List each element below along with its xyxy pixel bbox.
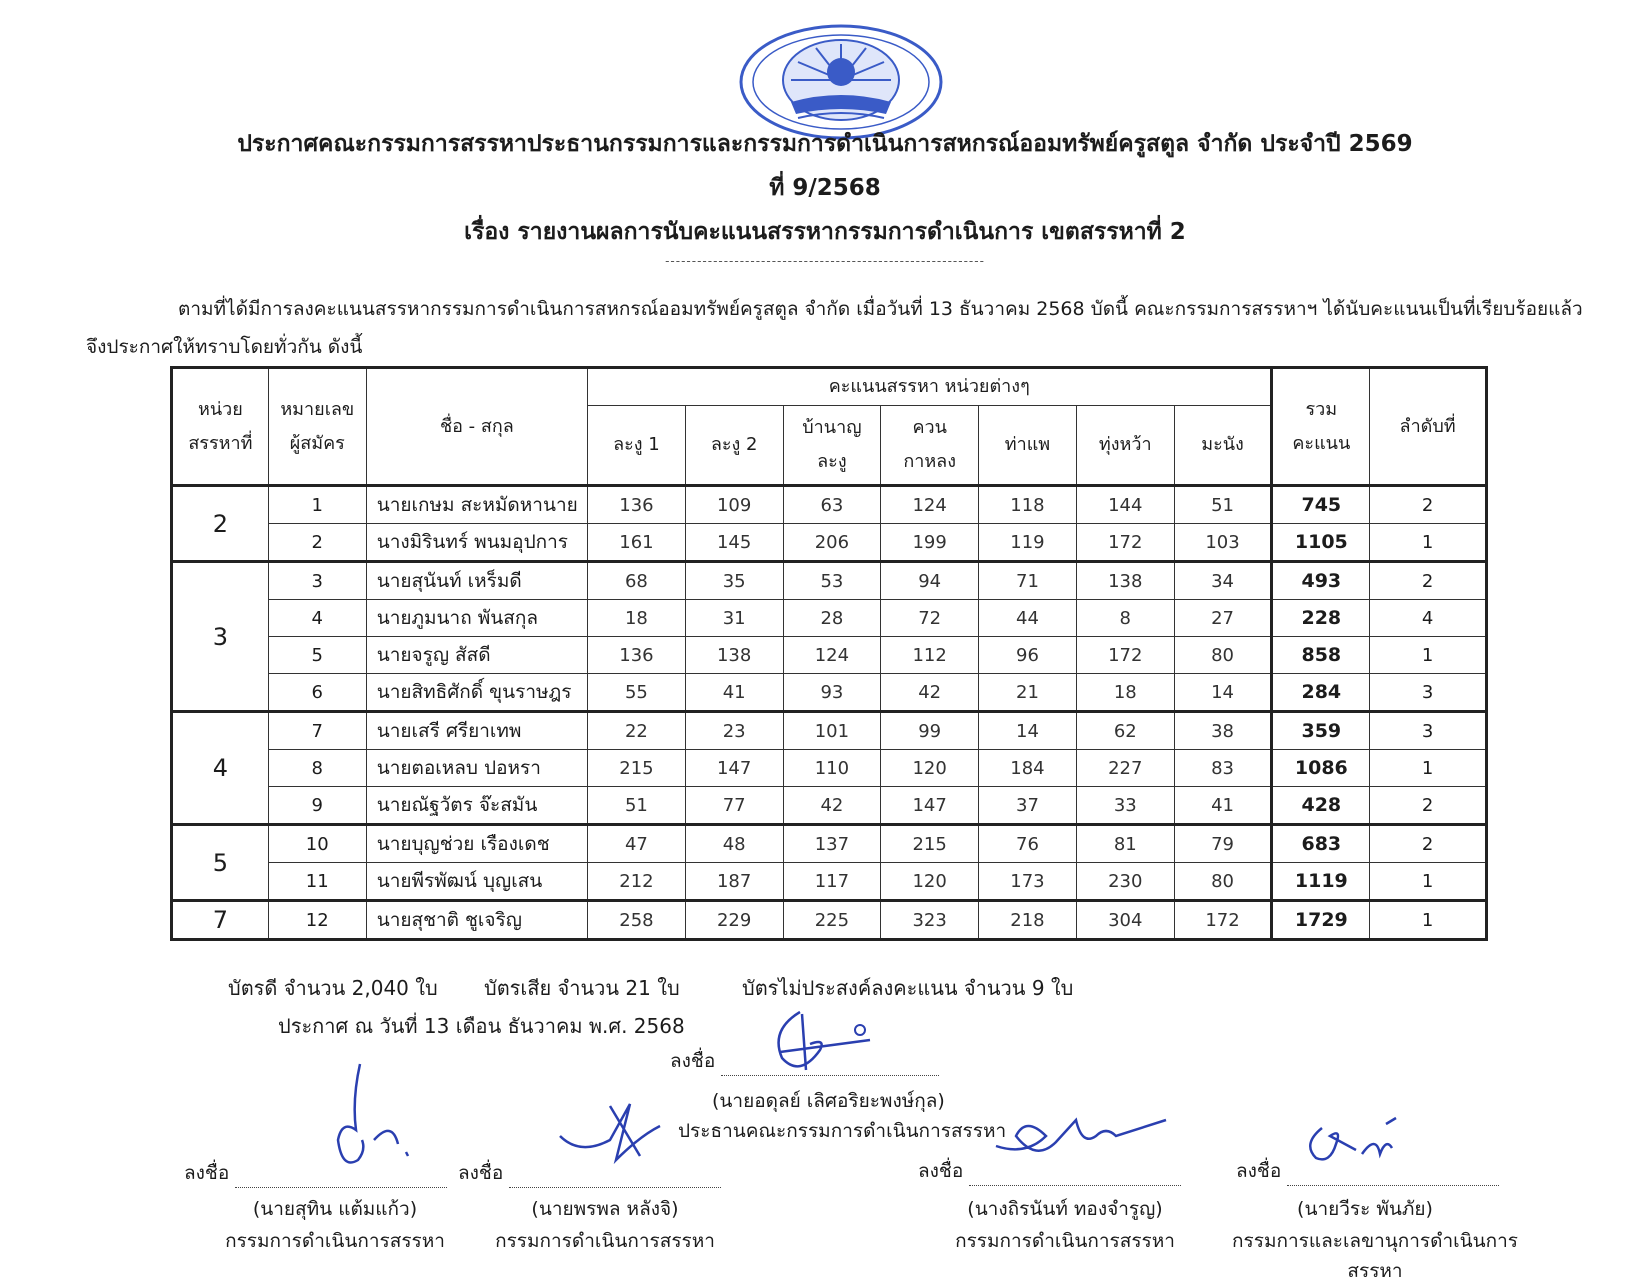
signer-1-position: กรรมการดำเนินการสรรหา (225, 1230, 445, 1252)
unit-cell: 2 (172, 486, 269, 562)
signer-4-position: กรรมการและเลขานุการดำเนินการสรรหา (1232, 1230, 1518, 1282)
table-row (172, 901, 1487, 940)
announcement-title: ประกาศคณะกรรมการสรรหาประธานกรรมการและกรรมการดำเนินการสหกรณ์ออมทรัพย์ครูสตูล จำกัด ประจำปี 2569 (237, 131, 1413, 157)
header-col-langu-1: ละงู 1 (588, 406, 686, 486)
score-cell: 138 (685, 637, 783, 674)
chair-position: ประธานคณะกรรมการดำเนินการสรรหา (678, 1120, 1007, 1142)
signer-3-position: กรรมการดำเนินการสรรหา (955, 1230, 1175, 1252)
score-cell: 144 (1076, 486, 1174, 524)
rank-cell: 3 (1370, 712, 1487, 750)
score-cell: 51 (588, 787, 686, 825)
total-score-cell: 745 (1272, 486, 1370, 524)
candidate-number-cell: 6 (268, 674, 366, 712)
score-cell: 101 (783, 712, 881, 750)
ballot-no-vote: บัตรไม่ประสงค์ลงคะแนน จำนวน 9 ใบ (742, 976, 1074, 1000)
score-cell: 47 (588, 825, 686, 863)
score-cell: 63 (783, 486, 881, 524)
rank-cell: 1 (1370, 524, 1487, 562)
score-cell: 218 (979, 901, 1077, 940)
total-score-cell: 284 (1272, 674, 1370, 712)
score-cell: 117 (783, 863, 881, 901)
results-table (170, 366, 1488, 941)
header-col-manang: มะนัง (1174, 406, 1272, 486)
announce-date: ประกาศ ณ วันที่ 13 เดือน ธันวาคม พ.ศ. 2568 (278, 1014, 685, 1038)
score-cell: 96 (979, 637, 1077, 674)
candidate-number-cell: 1 (268, 486, 366, 524)
score-cell: 14 (1174, 674, 1272, 712)
score-cell: 93 (783, 674, 881, 712)
chair-name: (นายอดุลย์ เลิศอริยะพงษ์กุล) (712, 1090, 945, 1112)
total-score-cell: 359 (1272, 712, 1370, 750)
score-cell: 34 (1174, 562, 1272, 600)
candidate-number-cell: 5 (268, 637, 366, 674)
candidate-name-cell: นายสุชาติ ชูเจริญ (366, 901, 587, 940)
score-cell: 136 (588, 637, 686, 674)
score-cell: 110 (783, 750, 881, 787)
table-row (172, 674, 1487, 712)
header-col-tha-phae: ท่าแพ (979, 406, 1077, 486)
total-score-cell: 683 (1272, 825, 1370, 863)
total-score-cell: 428 (1272, 787, 1370, 825)
score-cell: 76 (979, 825, 1077, 863)
score-cell: 120 (881, 863, 979, 901)
score-cell: 112 (881, 637, 979, 674)
candidate-number-cell: 2 (268, 524, 366, 562)
candidate-number-cell: 7 (268, 712, 366, 750)
signer-2-name: (นายพรพล หลังจิ) (531, 1198, 679, 1220)
score-cell: 80 (1174, 637, 1272, 674)
cooperative-seal-stamp (736, 22, 946, 142)
header-rank: ลำดับที่ (1370, 368, 1487, 486)
score-cell: 83 (1174, 750, 1272, 787)
score-cell: 21 (979, 674, 1077, 712)
score-cell: 173 (979, 863, 1077, 901)
sign-line-2: ลงชื่อ (458, 1158, 721, 1188)
score-cell: 18 (588, 600, 686, 637)
score-cell: 124 (783, 637, 881, 674)
table-row (172, 637, 1487, 674)
header-unit: หน่วย สรรหาที่ (172, 368, 269, 486)
signer-2-position: กรรมการดำเนินการสรรหา (495, 1230, 715, 1252)
score-cell: 230 (1076, 863, 1174, 901)
candidate-name-cell: นายตอเหลบ ปอหรา (366, 750, 587, 787)
sign-line-1: ลงชื่อ (184, 1158, 447, 1188)
score-cell: 323 (881, 901, 979, 940)
score-cell: 229 (685, 901, 783, 940)
score-cell: 42 (881, 674, 979, 712)
score-cell: 99 (881, 712, 979, 750)
header-candidate-number: หมายเลข ผู้สมัคร (268, 368, 366, 486)
score-cell: 184 (979, 750, 1077, 787)
score-cell: 22 (588, 712, 686, 750)
header-name: ชื่อ - สกุล (366, 368, 587, 486)
score-cell: 80 (1174, 863, 1272, 901)
score-cell: 37 (979, 787, 1077, 825)
chair-signature (760, 1000, 880, 1080)
score-cell: 48 (685, 825, 783, 863)
score-cell: 147 (881, 787, 979, 825)
score-cell: 31 (685, 600, 783, 637)
header-col-langu-2: ละงู 2 (685, 406, 783, 486)
candidate-number-cell: 8 (268, 750, 366, 787)
signature-4 (1296, 1114, 1406, 1174)
score-cell: 68 (588, 562, 686, 600)
score-cell: 119 (979, 524, 1077, 562)
score-cell: 206 (783, 524, 881, 562)
score-cell: 161 (588, 524, 686, 562)
score-cell: 35 (685, 562, 783, 600)
rank-cell: 1 (1370, 637, 1487, 674)
candidate-number-cell: 3 (268, 562, 366, 600)
rank-cell: 4 (1370, 600, 1487, 637)
score-cell: 147 (685, 750, 783, 787)
candidate-name-cell: นางมิรินทร์ พนมอุปการ (366, 524, 587, 562)
score-cell: 42 (783, 787, 881, 825)
total-score-cell: 1119 (1272, 863, 1370, 901)
table-row (172, 825, 1487, 863)
candidate-number-cell: 4 (268, 600, 366, 637)
score-cell: 172 (1174, 901, 1272, 940)
score-cell: 72 (881, 600, 979, 637)
score-cell: 77 (685, 787, 783, 825)
candidate-number-cell: 10 (268, 825, 366, 863)
table-row (172, 562, 1487, 600)
score-cell: 14 (979, 712, 1077, 750)
sign-line-3: ลงชื่อ (918, 1156, 1181, 1186)
score-cell: 118 (979, 486, 1077, 524)
score-cell: 172 (1076, 637, 1174, 674)
announcement-subject: เรื่อง รายงานผลการนับคะแนนสรรหากรรมการดำเนินการ เขตสรรหาที่ 2 (464, 219, 1186, 245)
score-cell: 138 (1076, 562, 1174, 600)
candidate-name-cell: นายเสรี ศรียาเทพ (366, 712, 587, 750)
score-cell: 215 (881, 825, 979, 863)
score-cell: 103 (1174, 524, 1272, 562)
table-row (172, 712, 1487, 750)
score-cell: 124 (881, 486, 979, 524)
title-divider: ------------------------------------------------------------ (665, 254, 985, 268)
candidate-name-cell: นายบุญช่วย เรืองเดช (366, 825, 587, 863)
score-cell: 94 (881, 562, 979, 600)
score-cell: 27 (1174, 600, 1272, 637)
unit-cell: 4 (172, 712, 269, 825)
score-cell: 225 (783, 901, 881, 940)
score-cell: 55 (588, 674, 686, 712)
total-score-cell: 1086 (1272, 750, 1370, 787)
score-cell: 18 (1076, 674, 1174, 712)
total-score-cell: 1105 (1272, 524, 1370, 562)
score-cell: 258 (588, 901, 686, 940)
intro-line-2: จึงประกาศให้ทราบโดยทั่วกัน ดังนี้ (86, 336, 363, 358)
score-cell: 71 (979, 562, 1077, 600)
signer-3-name: (นางถิรนันท์ ทองจำรูญ) (967, 1198, 1163, 1220)
total-score-cell: 858 (1272, 637, 1370, 674)
score-cell: 120 (881, 750, 979, 787)
ballot-bad: บัตรเสีย จำนวน 21 ใบ (484, 976, 680, 1000)
unit-cell: 7 (172, 901, 269, 940)
score-cell: 23 (685, 712, 783, 750)
announcement-number: ที่ 9/2568 (769, 175, 881, 201)
candidate-name-cell: นายจรูญ สัสดี (366, 637, 587, 674)
score-cell: 62 (1076, 712, 1174, 750)
table-row (172, 750, 1487, 787)
score-cell: 41 (685, 674, 783, 712)
score-cell: 51 (1174, 486, 1272, 524)
signature-3 (986, 1106, 1186, 1166)
table-row (172, 524, 1487, 562)
score-cell: 304 (1076, 901, 1174, 940)
rank-cell: 3 (1370, 674, 1487, 712)
header-col-thung-wa: ทุ่งหว้า (1076, 406, 1174, 486)
rank-cell: 2 (1370, 787, 1487, 825)
candidate-name-cell: นายณัฐวัตร จ๊ะสมัน (366, 787, 587, 825)
header-col-khuan-kalong: ควน กาหลง (881, 406, 979, 486)
score-cell: 28 (783, 600, 881, 637)
rank-cell: 1 (1370, 901, 1487, 940)
table-row (172, 787, 1487, 825)
score-cell: 137 (783, 825, 881, 863)
signer-4-name: (นายวีระ พันภัย) (1297, 1198, 1433, 1220)
rank-cell: 2 (1370, 825, 1487, 863)
score-cell: 41 (1174, 787, 1272, 825)
score-cell: 136 (588, 486, 686, 524)
signer-1-name: (นายสุทิน แต้มแก้ว) (252, 1198, 418, 1220)
table-row (172, 600, 1487, 637)
unit-cell: 5 (172, 825, 269, 901)
candidate-name-cell: นายพีรพัฒน์ บุญเสน (366, 863, 587, 901)
score-cell: 79 (1174, 825, 1272, 863)
score-cell: 38 (1174, 712, 1272, 750)
sign-line-4: ลงชื่อ (1236, 1156, 1499, 1186)
candidate-name-cell: นายเกษม สะหมัดหานาย (366, 486, 587, 524)
score-cell: 215 (588, 750, 686, 787)
score-cell: 187 (685, 863, 783, 901)
ballot-good: บัตรดี จำนวน 2,040 ใบ (228, 976, 438, 1000)
candidate-number-cell: 11 (268, 863, 366, 901)
candidate-name-cell: นายสุนันท์ เหร็มดี (366, 562, 587, 600)
rank-cell: 2 (1370, 486, 1487, 524)
score-cell: 44 (979, 600, 1077, 637)
signature-1 (322, 1060, 432, 1180)
table-row (172, 486, 1487, 524)
rank-cell: 1 (1370, 750, 1487, 787)
score-cell: 109 (685, 486, 783, 524)
candidate-number-cell: 9 (268, 787, 366, 825)
score-cell: 172 (1076, 524, 1174, 562)
score-cell: 81 (1076, 825, 1174, 863)
rank-cell: 2 (1370, 562, 1487, 600)
signature-2 (550, 1096, 680, 1166)
score-cell: 227 (1076, 750, 1174, 787)
candidate-name-cell: นายสิทธิศักดิ์ ขุนราษฎร (366, 674, 587, 712)
score-cell: 53 (783, 562, 881, 600)
header-scores-group: คะแนนสรรหา หน่วยต่างๆ (588, 368, 1272, 406)
intro-line-1: ตามที่ได้มีการลงคะแนนสรรหากรรมการดำเนินการสหกรณ์ออมทรัพย์ครูสตูล จำกัด เมื่อวันที่ 13 ธันวาคม 2568 บัดนี้ คณะกรรมการสรรหาฯ ได้นับคะแนนเป็นที่เรียบร้อยแล้ว (178, 298, 1583, 320)
score-cell: 33 (1076, 787, 1174, 825)
unit-cell: 3 (172, 562, 269, 712)
score-cell: 199 (881, 524, 979, 562)
total-score-cell: 493 (1272, 562, 1370, 600)
rank-cell: 1 (1370, 863, 1487, 901)
candidate-number-cell: 12 (268, 901, 366, 940)
total-score-cell: 228 (1272, 600, 1370, 637)
candidate-name-cell: นายภูมนาถ พันสกุล (366, 600, 587, 637)
header-col-pension-langu: บ้านาญ ละงู (783, 406, 881, 486)
total-score-cell: 1729 (1272, 901, 1370, 940)
table-row (172, 863, 1487, 901)
score-cell: 145 (685, 524, 783, 562)
score-cell: 212 (588, 863, 686, 901)
header-total: รวม คะแนน (1272, 368, 1370, 486)
chair-sign-line: ลงชื่อ (670, 1046, 939, 1076)
score-cell: 8 (1076, 600, 1174, 637)
